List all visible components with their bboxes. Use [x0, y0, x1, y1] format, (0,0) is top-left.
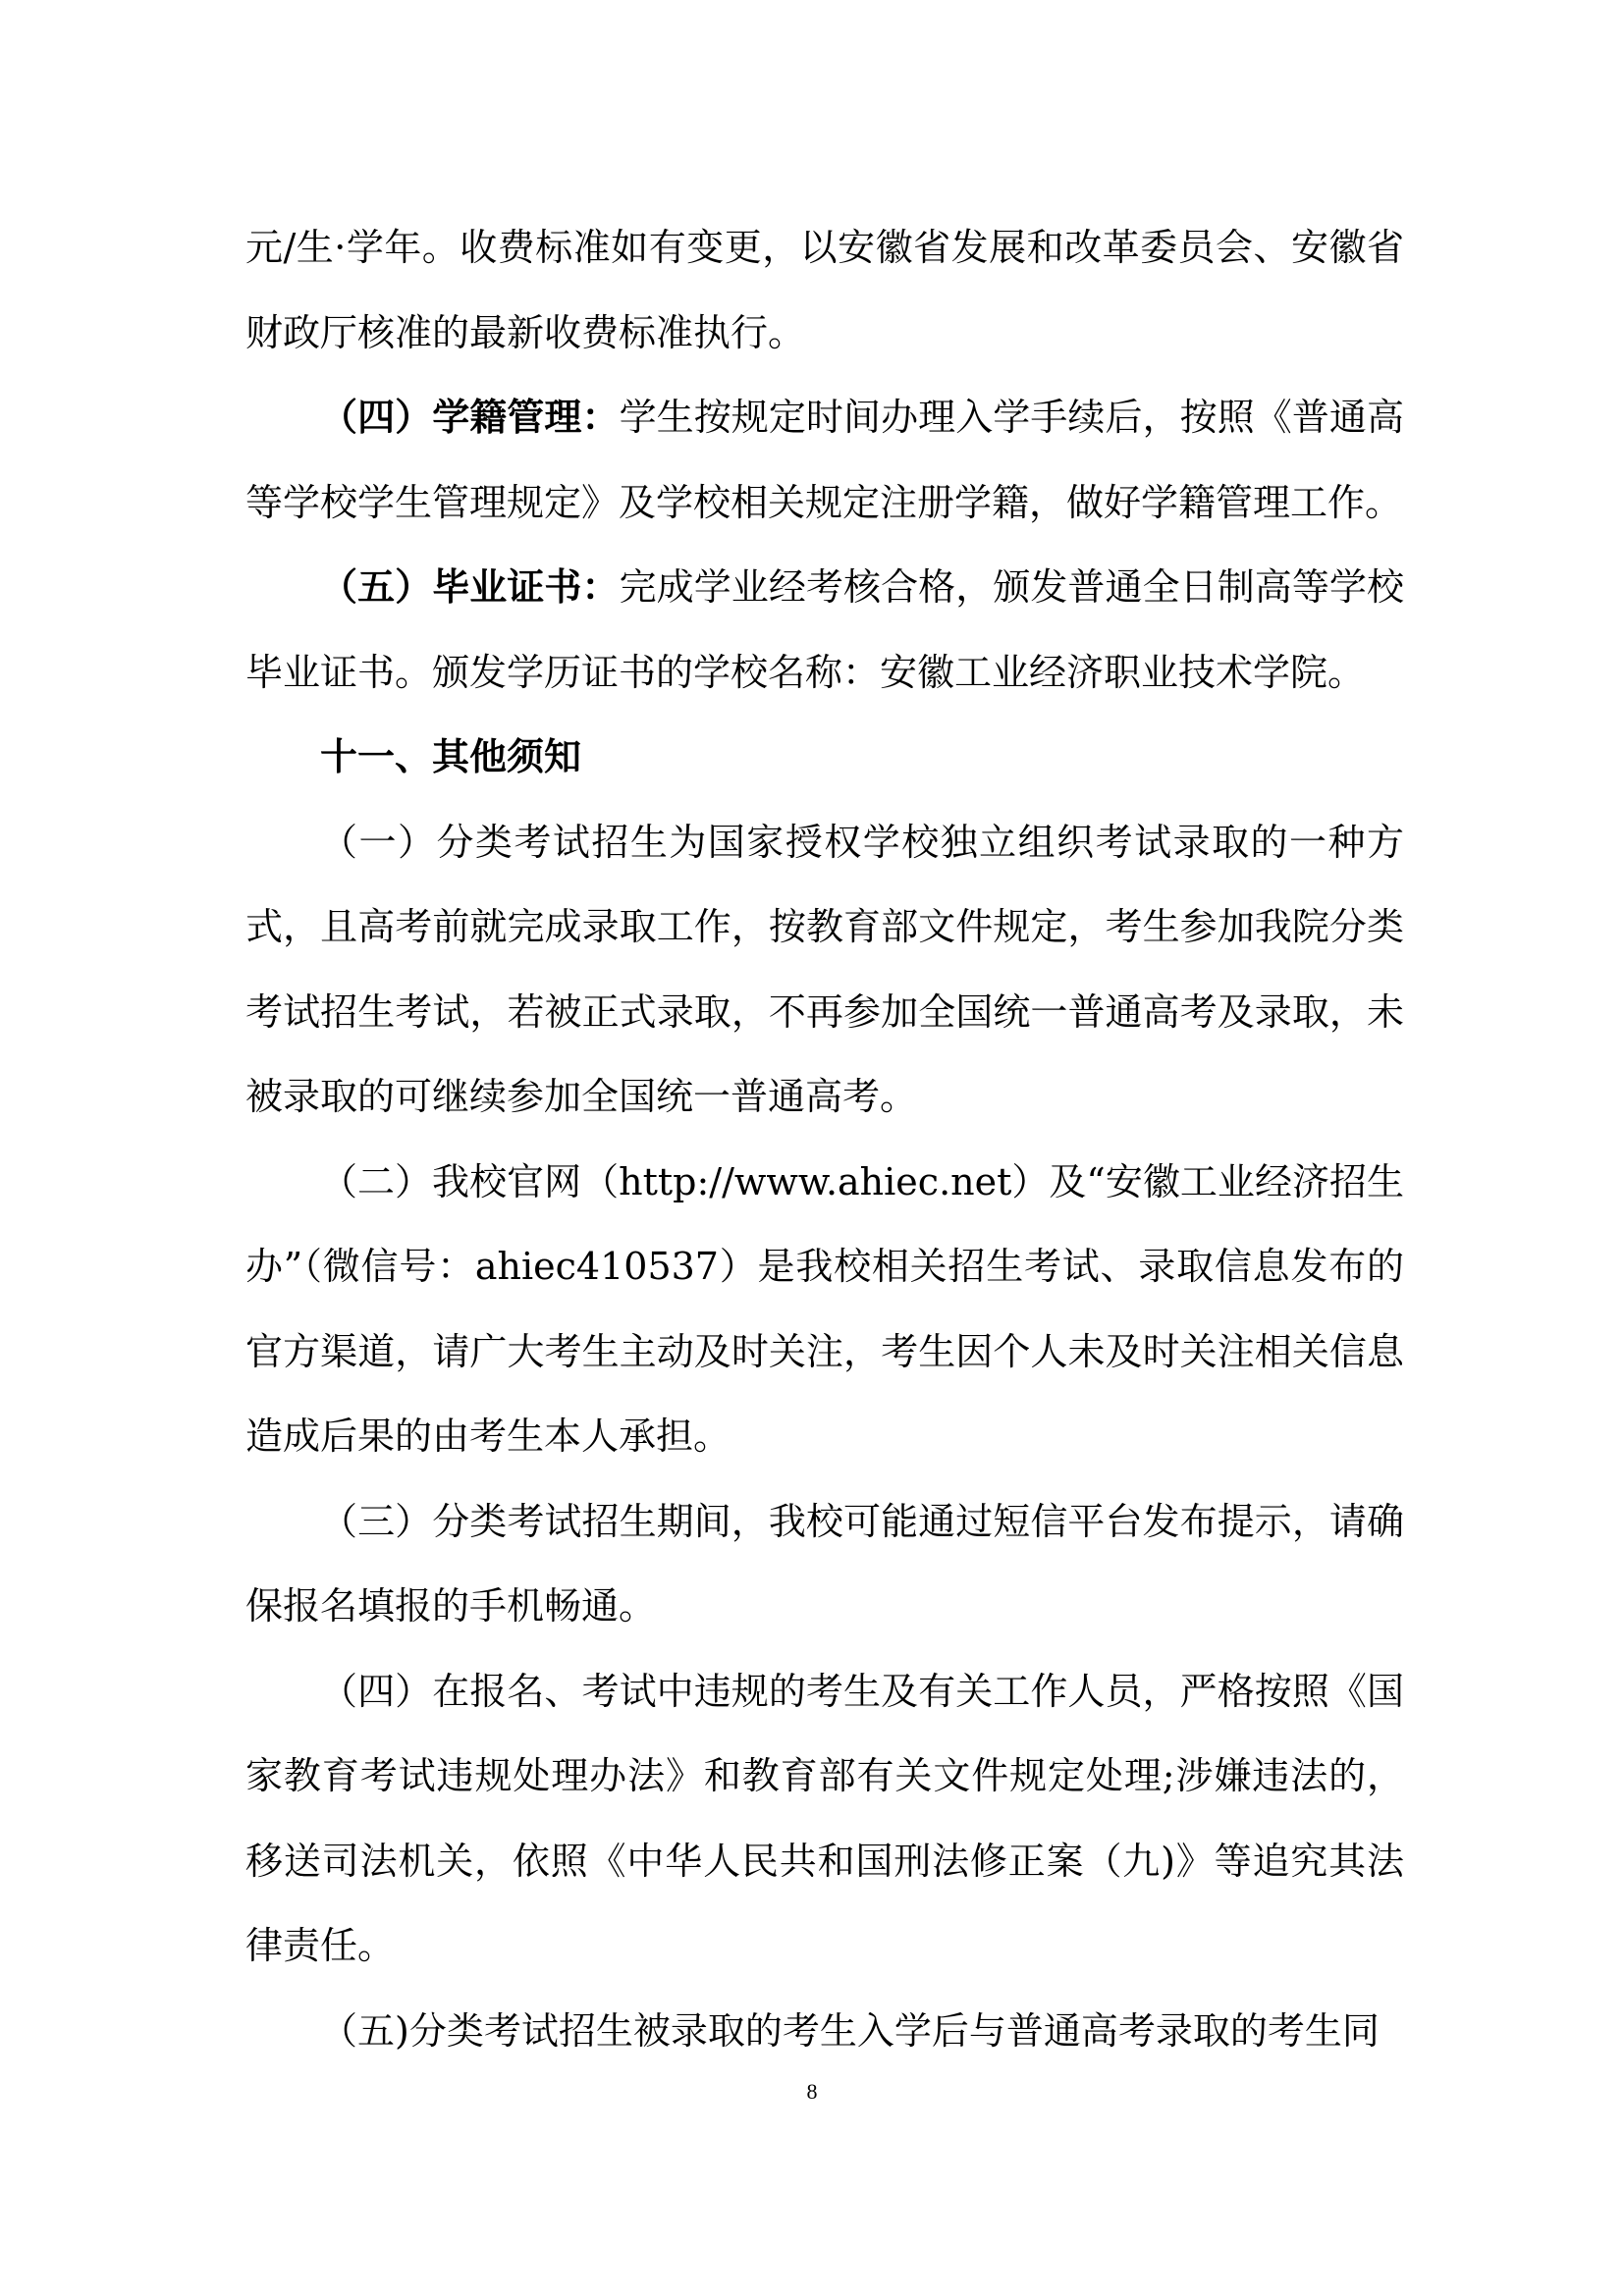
paragraph-lead-graduation-cert: （五）毕业证书：: [320, 564, 620, 609]
paragraph-fee-continued: [245, 205, 1404, 375]
paragraph-notice-1: [245, 800, 1404, 1140]
document-body: [245, 205, 1404, 2073]
paragraph-student-status: [245, 375, 1404, 545]
paragraph-graduation-cert: [245, 545, 1404, 715]
paragraph-text: 完成学业经考核合格，颁发普通全日制高等学校毕业证书。颁发学历证书的学校名称：安徽工业经济职业技术学院。: [245, 565, 1404, 694]
section-heading: [245, 715, 1404, 800]
paragraph-lead-student-status: （四）学籍管理：: [320, 395, 620, 439]
paragraph-text: （一）分类考试招生为国家授权学校独立组织考试录取的一种方式，且高考前就完成录取工作，按教育部文件规定，考生参加我院分类考试招生考试，若被正式录取，不再参加全国统一普通高考及录取，未被录取的可继续参加全国统一普通高考。: [245, 820, 1404, 1118]
paragraph-text: （三）分类考试招生期间，我校可能通过短信平台发布提示，请确保报名填报的手机畅通。: [245, 1499, 1404, 1628]
section-heading-text: 十一、其他须知: [320, 734, 582, 778]
paragraph-text: 元/生·学年。收费标准如有变更，以安徽省发展和改革委员会、安徽省财政厅核准的最新收费标准执行。: [245, 226, 1404, 354]
paragraph-notice-2: [245, 1140, 1404, 1479]
paragraph-notice-3: [245, 1479, 1404, 1649]
paragraph-text: 学生按规定时间办理入学手续后，按照《普通高等学校学生管理规定》及学校相关规定注册学籍，做好学籍管理工作。: [245, 396, 1404, 524]
paragraph-text: （四）在报名、考试中违规的考生及有关工作人员，严格按照《国家教育考试违规处理办法》和教育部有关文件规定处理;涉嫌违法的，移送司法机关，依照《中华人民共和国刑法修正案（九)》等追究其法律责任。: [245, 1669, 1404, 1967]
page-number: 8: [806, 2079, 818, 2104]
paragraph-text: （二）我校官网（http://www.ahiec.net）及“安徽工业经济招生办”（微信号：ahiec410537）是我校相关招生考试、录取信息发布的官方渠道，请广大考生主动及时关注，考生因个人未及时关注相关信息造成后果的由考生本人承担。: [245, 1159, 1404, 1458]
paragraph-notice-4: [245, 1649, 1404, 1989]
paragraph-notice-5: [245, 1989, 1404, 2074]
paragraph-text: （五)分类考试招生被录取的考生入学后与普通高考录取的考生同: [320, 2008, 1380, 2053]
